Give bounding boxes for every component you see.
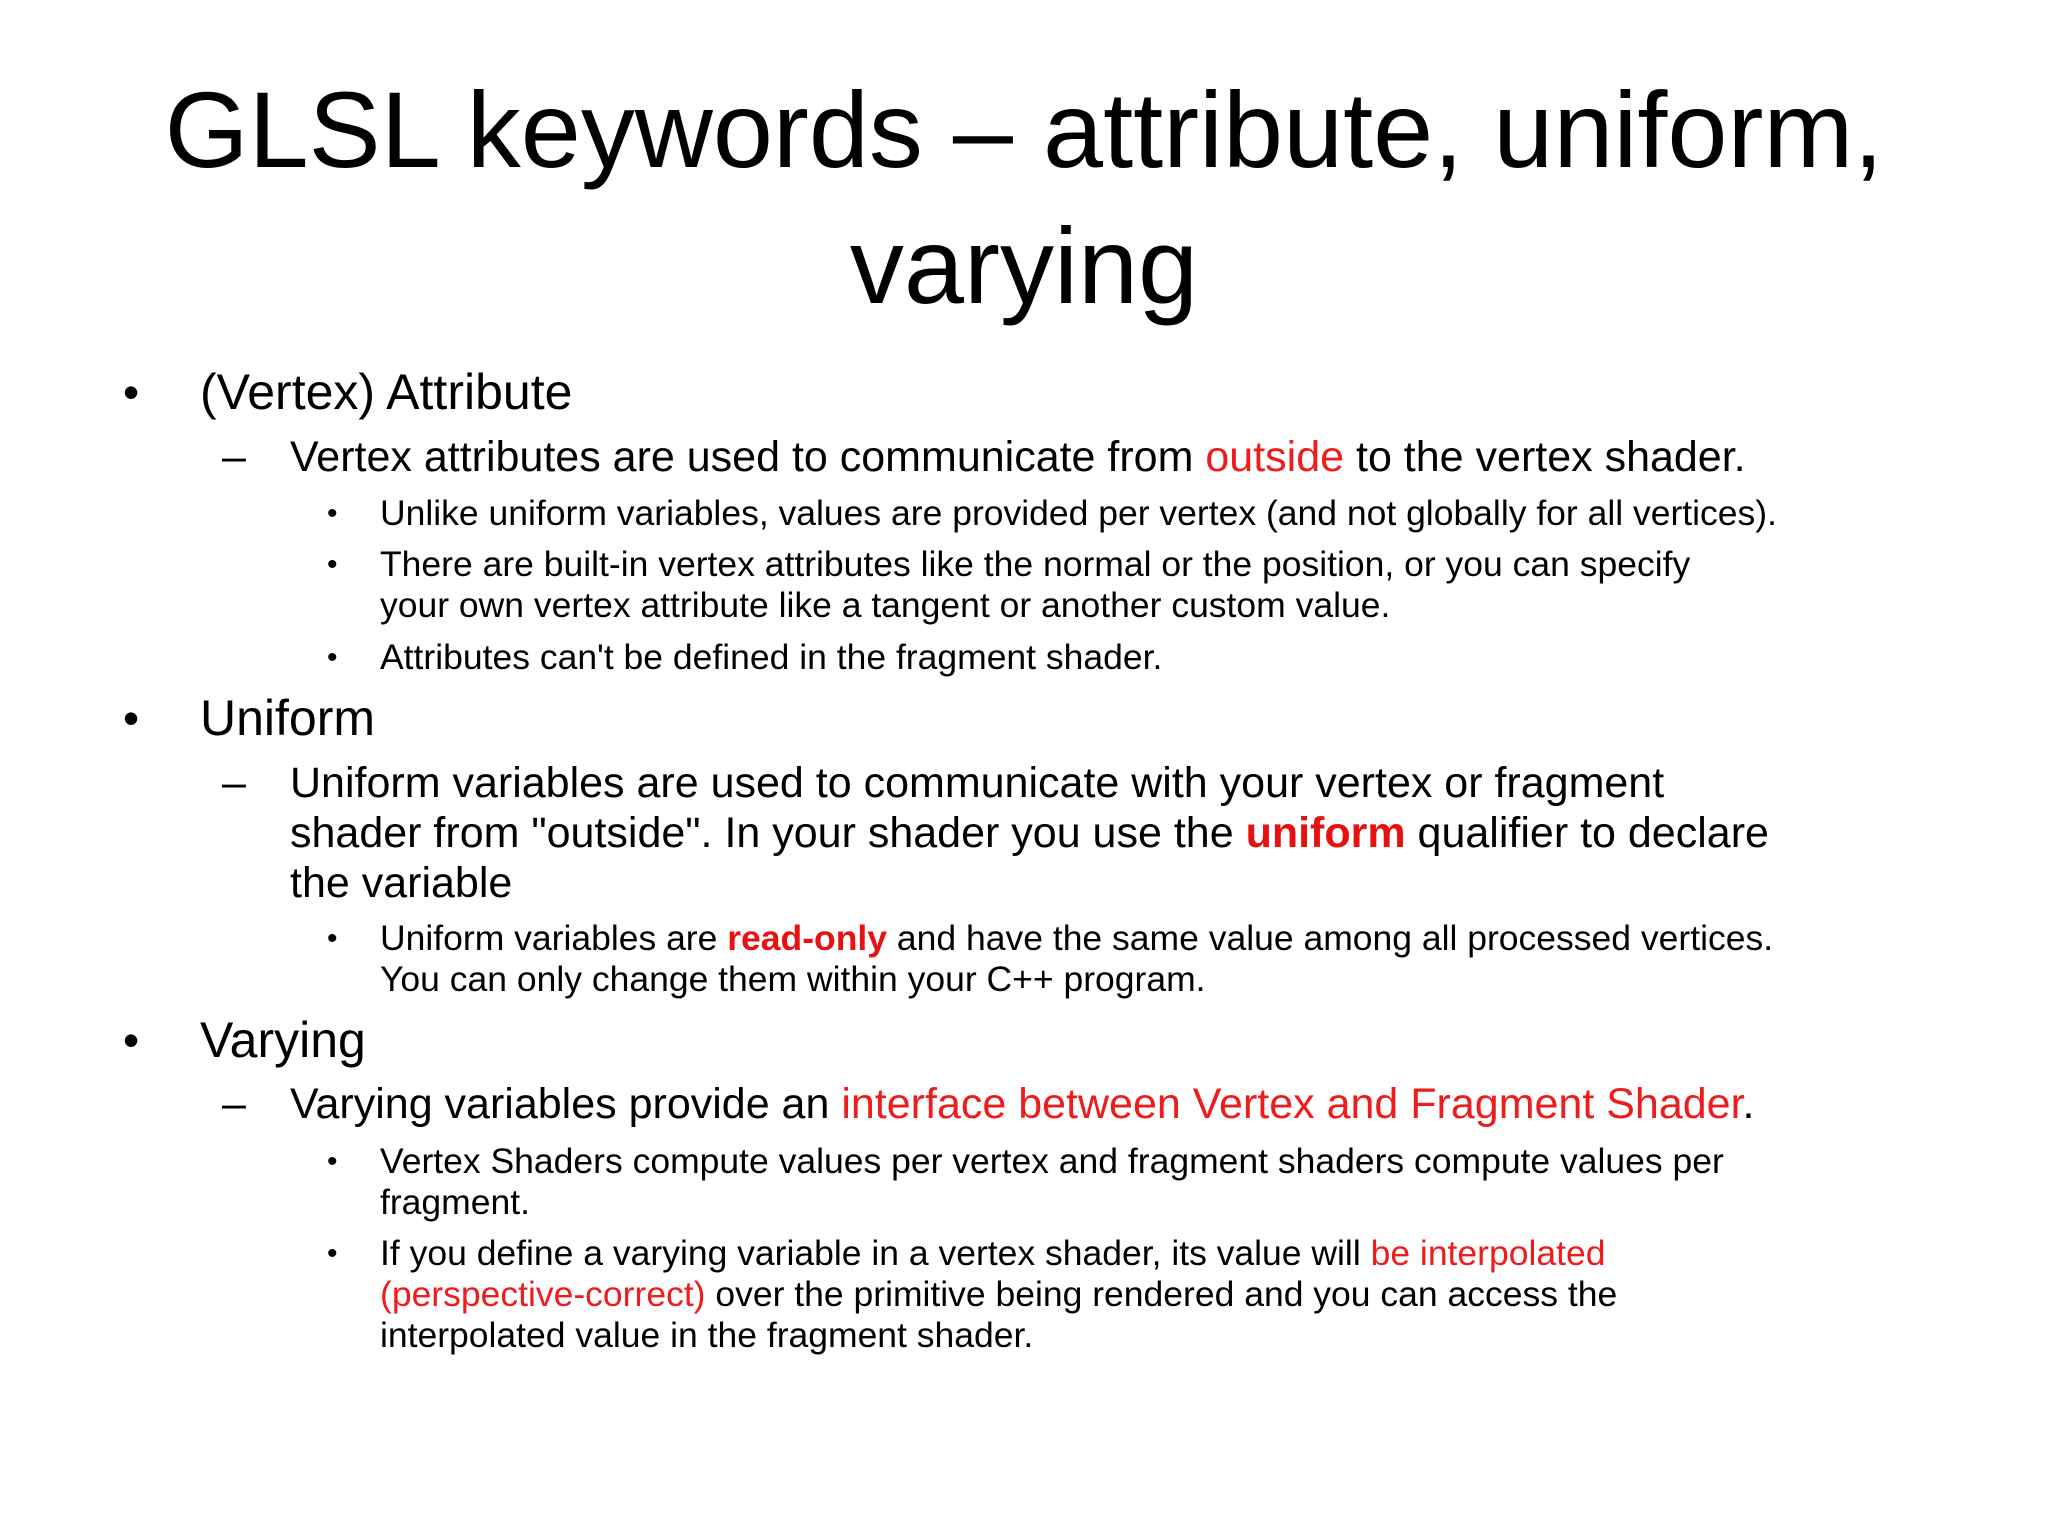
bullet-icon: •	[327, 922, 338, 955]
uniform-point-text: Uniform variables are	[380, 918, 728, 958]
uniform-sub-line-3: the variable	[290, 859, 513, 907]
uniform-point-line-2: You can only change them within your C++ program.	[380, 959, 1206, 999]
bullet-icon: •	[123, 366, 140, 418]
varying-sub-point	[290, 1079, 1754, 1129]
uniform-keyword-highlight: uniform	[1245, 809, 1406, 857]
varying-point-2-line-3: interpolated value in the fragment shader.	[380, 1315, 1034, 1355]
attribute-sub-point	[290, 432, 1746, 482]
varying-sub-highlight: interface between Vertex and Fragment Shader	[841, 1080, 1743, 1128]
varying-point-2-line-2	[380, 1274, 1617, 1315]
title-line-1: GLSL keywords – attribute, uniform,	[164, 69, 1884, 190]
perspective-correct-highlight: (perspective-correct)	[380, 1274, 706, 1314]
uniform-sub-line-1: Uniform variables are used to communicate with your vertex or fragment	[290, 759, 1665, 807]
uniform-point-line-1	[380, 918, 1773, 959]
dash-icon: –	[222, 759, 246, 807]
attribute-point-2: There are built-in vertex attributes like the normal or the position, or you can specify	[380, 544, 1691, 584]
read-only-highlight: read-only	[727, 918, 888, 958]
dash-icon: –	[222, 433, 246, 481]
attribute-sub-highlight: outside	[1205, 433, 1345, 481]
interpolated-highlight: be interpolated	[1370, 1233, 1606, 1273]
varying-point-1-line-2: fragment.	[380, 1182, 530, 1222]
uniform-sub-text-end: qualifier to declare	[1405, 809, 1769, 857]
attribute-sub-text: Vertex attributes are used to communicate from	[290, 433, 1206, 481]
bullet-icon: •	[327, 548, 338, 581]
attribute-sub-text-end: to the vertex shader.	[1344, 433, 1746, 481]
bullet-icon: •	[123, 1014, 140, 1066]
title-line-2: varying	[849, 205, 1199, 326]
bullet-icon: •	[327, 1237, 338, 1270]
uniform-sub-line-2	[290, 808, 1769, 858]
bullet-icon: •	[327, 497, 338, 530]
varying-point-1-line-1: Vertex Shaders compute values per vertex and fragment shaders compute values per	[380, 1141, 1724, 1181]
bullet-icon: •	[123, 692, 140, 744]
varying-point-2-text-cont: over the primitive being rendered and you can access the	[705, 1274, 1618, 1314]
uniform-heading: Uniform	[200, 690, 376, 746]
attribute-point-2-cont: your own vertex attribute like a tangent or another custom value.	[380, 585, 1391, 625]
attribute-point-1: Unlike uniform variables, values are provided per vertex (and not globally for all vertices).	[380, 493, 1777, 533]
uniform-point-text-end: and have the same value among all processed vertices.	[887, 918, 1774, 958]
slide-title	[0, 62, 2048, 334]
bullet-icon: •	[327, 1145, 338, 1178]
varying-sub-text-end: .	[1742, 1080, 1755, 1128]
varying-point-2-line-1	[380, 1233, 1605, 1274]
varying-sub-text: Varying variables provide an	[290, 1080, 842, 1128]
uniform-sub-text: shader from "outside". In your shader you use the	[290, 809, 1246, 857]
attribute-heading: (Vertex) Attribute	[200, 364, 573, 420]
bullet-icon: •	[327, 641, 338, 674]
attribute-point-3: Attributes can't be defined in the fragment shader.	[380, 637, 1163, 677]
varying-heading: Varying	[200, 1012, 366, 1068]
dash-icon: –	[222, 1080, 246, 1128]
varying-point-2-text: If you define a varying variable in a vertex shader, its value will	[380, 1233, 1371, 1273]
